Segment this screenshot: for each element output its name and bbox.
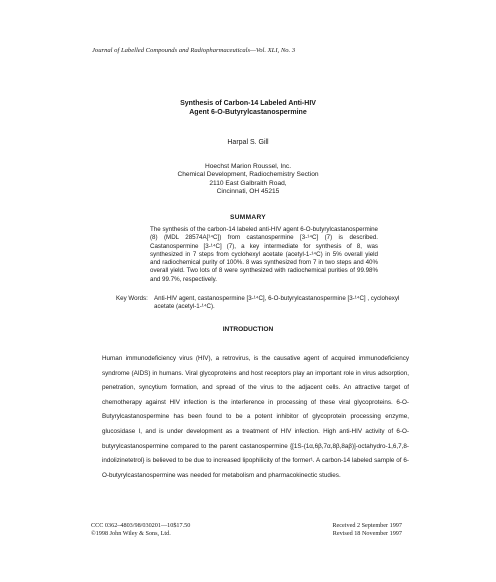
- affiliation-line-1: Hoechst Marion Roussel, Inc.: [204, 163, 292, 170]
- keywords: [116, 295, 406, 312]
- affiliation-line-3: 2110 East Galbraith Road,: [209, 179, 287, 187]
- introduction-text: Human immunodeficiency virus (HIV), a retrovirus, is the causative agent of acquired immunodeficiency syndrome (AIDS) in humans. Viral glycoproteins and host receptors play an important role in virus adsorption, penetration, syncytium formation, and spread of the virus to the adjacent cells. An attractive target of chemotherapy against HIV infection is the interference in processing of these viral glycoproteins. 6-O-Butyrylcastanospermine has been found to be a potent inhibitor of glycoprotein processing enzyme, glucosidase I, and is under development as a treatment of HIV infection. High anti-HIV activity of 6-O-butyrylcastanospermine compared to the parent castanospermine {[1S-(1α,6β,7α,8β,8aβ)]-octahydro-1,6,7,8-indolizinetetrol} is believed to be due to increased lipophilicity of the former¹. A carbon-14 labeled sample of 6-O-butyrylcastanospermine was needed for metabolism and pharmacokinectic studies.: [102, 355, 409, 479]
- keywords-text: Anti-HIV agent, castanospermine [3-¹⁴C], 6-O-butyrylcastanospermine [3-¹⁴C] , cyclohexyl acetate (acetyl-1-¹⁴C).: [154, 295, 400, 311]
- title-line-1: Synthesis of Carbon-14 Labeled Anti-HIV: [180, 100, 316, 107]
- copyright-notice: ©1998 John Wiley & Sons, Ltd.: [91, 530, 171, 538]
- copyright-block: [91, 522, 190, 539]
- summary-text: The synthesis of the carbon-14 labeled anti-HIV agent 6-O-butyrylcastanospermine (8) (MDL 28574A[¹⁴C]) from castanospermine [3-¹⁴C] (7) is described. Castanospermine [3-¹⁴C] (7), a key intermediate for synthesis of 8, was synthesized in 7 steps from cyclohexyl acetate (acetyl-1-¹⁴C) in 5% overall yield and radiochemical purity of 100%. 8 was synthesized from 7 in two steps and 40% overall yield. Two lots of 8 were synthesized with radiochemical purities of 99.98% and 99.7%, respectively.: [150, 226, 378, 283]
- author-name: Harpal S. Gill: [227, 139, 269, 146]
- received-dates: [332, 522, 402, 539]
- title-line-2: Agent 6-O-Butyrylcastanospermine: [189, 109, 307, 116]
- affiliation-line-2: Chemical Development, Radiochemistry Section: [177, 171, 319, 179]
- received-date: Received 2 September 1997: [332, 522, 402, 529]
- keywords-label: Key Words:: [116, 295, 148, 302]
- introduction-heading: INTRODUCTION: [222, 326, 274, 333]
- summary-heading: SUMMARY: [230, 214, 266, 221]
- affiliation-line-4: Cincinnati, OH 45215: [216, 188, 280, 196]
- ccc-code: CCC 0362–4803/98/030201—10$17.50: [91, 522, 191, 529]
- journal-header: Journal of Labelled Compounds and Radiopharmaceuticals—Vol. XLI, No. 3: [92, 47, 296, 54]
- paper-title: [0, 99, 496, 117]
- revised-date: Revised 18 November 1997: [332, 530, 402, 538]
- affiliation: [0, 163, 496, 197]
